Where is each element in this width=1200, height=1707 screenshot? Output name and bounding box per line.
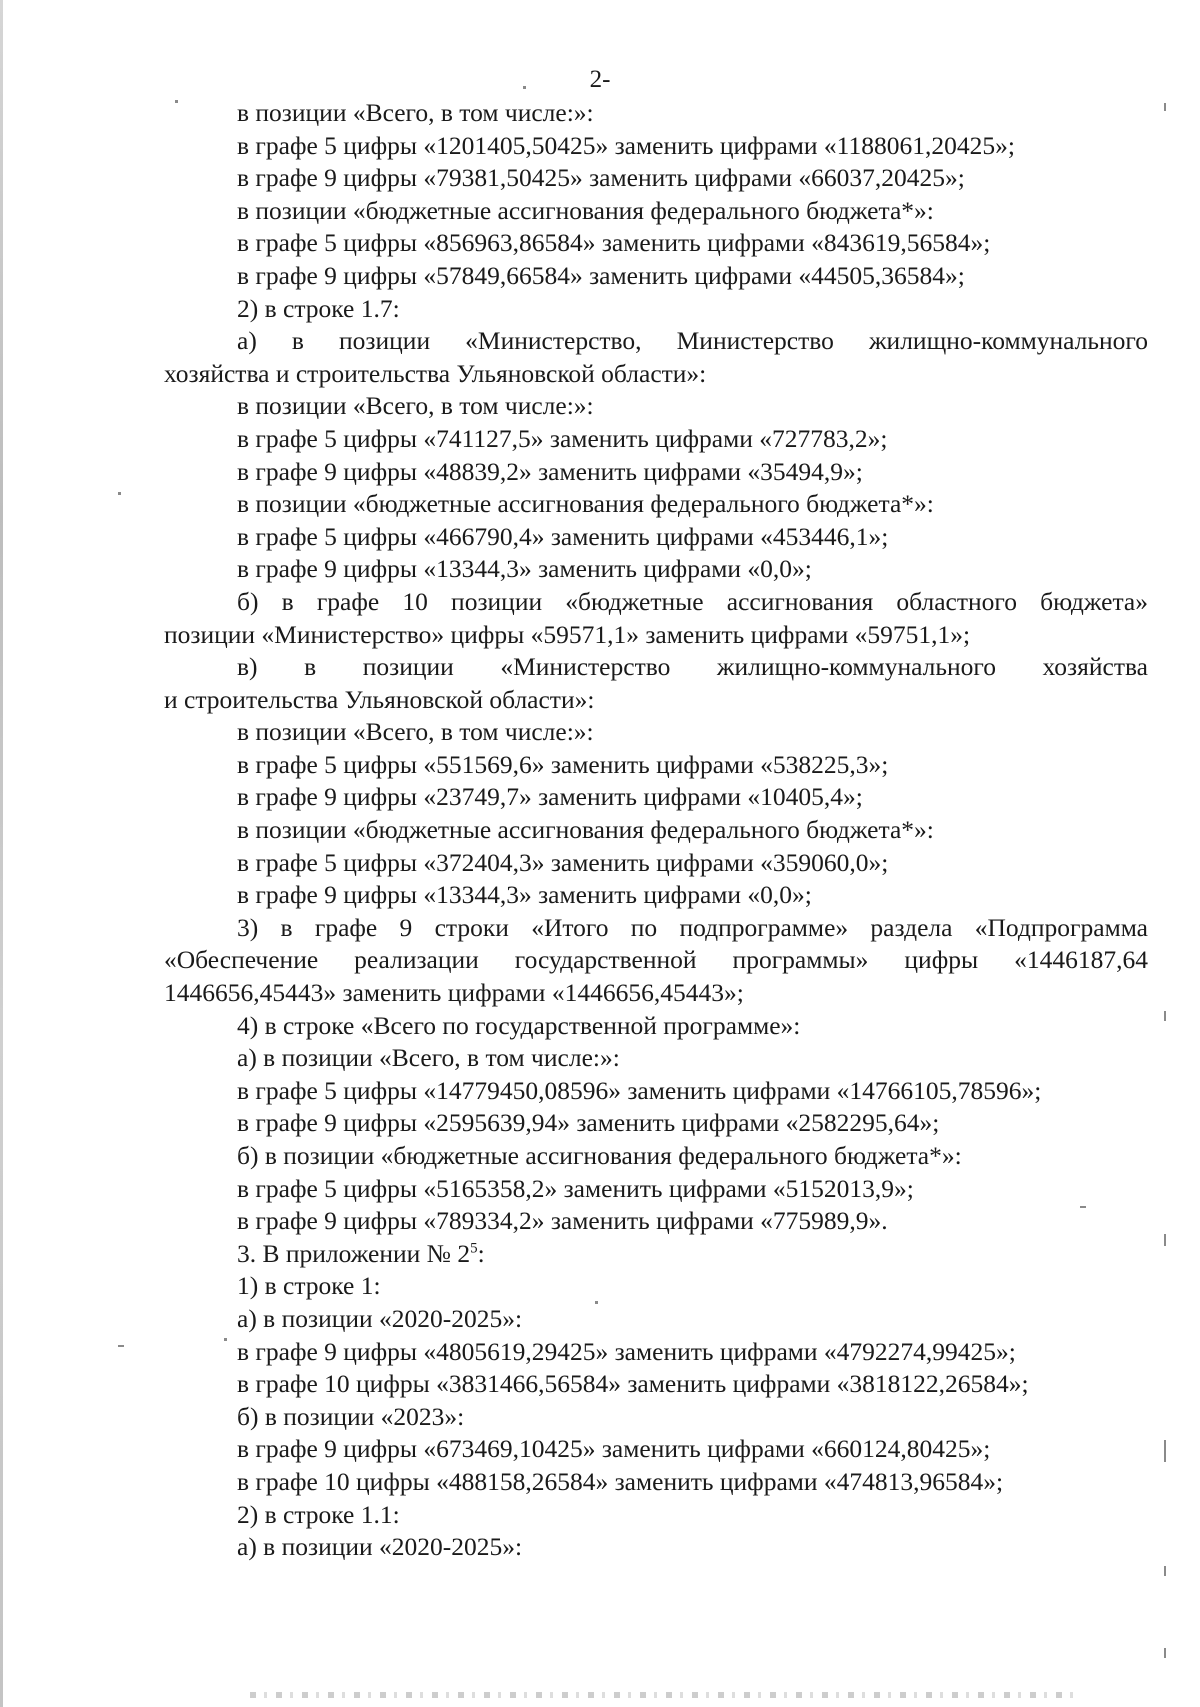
- page-number: 2-: [589, 66, 611, 93]
- text-line: в графе 5 цифры «551569,6» заменить цифрами «538225,3»;: [237, 749, 889, 779]
- text-line: позиции «Министерство» цифры «59571,1» заменить цифрами «59751,1»;: [164, 619, 971, 649]
- text-line: 2) в строке 1.1:: [237, 1499, 400, 1529]
- text-line: в позиции «бюджетные ассигнования федерального бюджета*»:: [237, 815, 934, 845]
- scan-speck: [118, 492, 121, 495]
- scan-speck: [1164, 1011, 1166, 1021]
- text-line: а) в позиции «Министерство, Министерство жилищно-коммунального: [237, 326, 1148, 356]
- text-line: а) в позиции «2020-2025»:: [237, 1303, 523, 1333]
- text-line: а) в позиции «Всего, в том числе:»:: [237, 1043, 620, 1073]
- scan-noise: [250, 1692, 1080, 1698]
- appendix-colon: :: [477, 1238, 485, 1268]
- text-line: в позиции «бюджетные ассигнования федерального бюджета*»:: [237, 195, 934, 225]
- text-line: в) в позиции «Министерство жилищно-коммунального хозяйства: [237, 652, 1148, 682]
- text-line: в графе 9 цифры «79381,50425» заменить цифрами «66037,20425»;: [237, 163, 965, 193]
- text-line: в позиции «Всего, в том числе:»:: [237, 98, 594, 127]
- scan-speck: [1164, 1234, 1166, 1246]
- text-line: в графе 9 цифры «13344,3» заменить цифрами «0,0»;: [237, 554, 812, 584]
- text-line: в позиции «Всего, в том числе:»:: [237, 717, 594, 747]
- document-body: [164, 97, 1148, 1564]
- text-line: в графе 9 цифры «57849,66584» заменить цифрами «44505,36584»;: [237, 260, 965, 290]
- appendix-text: 3. В приложении № 2: [237, 1238, 471, 1268]
- scan-speck: [1164, 1566, 1166, 1576]
- text-line: в графе 5 цифры «466790,4» заменить цифрами «453446,1»;: [237, 521, 889, 551]
- scan-speck: [118, 1345, 124, 1347]
- text-line: в графе 9 цифры «4805619,29425» заменить цифрами «4792274,99425»;: [237, 1336, 1016, 1366]
- text-line: 2) в строке 1.7:: [237, 293, 400, 323]
- text-line: «Обеспечение реализации государственной программы» цифры «1446187,64: [164, 945, 1148, 975]
- text-line: хозяйства и строительства Ульяновской области»:: [164, 358, 707, 388]
- text-line: в графе 9 цифры «23749,7» заменить цифрами «10405,4»;: [237, 782, 863, 812]
- text-line: в графе 9 цифры «2595639,94» заменить цифрами «2582295,64»;: [237, 1108, 940, 1138]
- text-line: б) в графе 10 позиции «бюджетные ассигнования областного бюджета»: [237, 586, 1148, 616]
- text-line: в графе 9 цифры «48839,2» заменить цифрами «35494,9»;: [237, 456, 863, 486]
- text-line: б) в позиции «бюджетные ассигнования федерального бюджета*»:: [237, 1141, 962, 1170]
- text-line: в графе 5 цифры «1201405,50425» заменить цифрами «1188061,20425»;: [237, 130, 1015, 160]
- text-line: 1) в строке 1:: [237, 1271, 381, 1301]
- text-line: в графе 5 цифры «372404,3» заменить цифрами «359060,0»;: [237, 847, 889, 877]
- text-line: и строительства Ульяновской области»:: [164, 684, 595, 714]
- text-line-appendix: [164, 1238, 1148, 1271]
- scan-speck: [595, 1301, 598, 1304]
- text-line: в графе 5 цифры «14779450,08596» заменить цифрами «14766105,78596»;: [237, 1075, 1042, 1105]
- scan-speck: [175, 100, 178, 103]
- text-line: в графе 5 цифры «5165358,2» заменить цифрами «5152013,9»;: [237, 1173, 914, 1203]
- text-line: в позиции «Всего, в том числе:»:: [237, 391, 594, 421]
- text-line: в графе 5 цифры «741127,5» заменить цифрами «727783,2»;: [237, 423, 888, 453]
- text-line: в графе 10 цифры «3831466,56584» заменить цифрами «3818122,26584»;: [237, 1369, 1029, 1399]
- scan-speck: [1164, 1648, 1166, 1658]
- text-line: в графе 5 цифры «856963,86584» заменить цифрами «843619,56584»;: [237, 228, 991, 258]
- scan-speck: [224, 1338, 227, 1341]
- scan-edge: [0, 0, 3, 1707]
- text-line: в графе 10 цифры «488158,26584» заменить цифрами «474813,96584»;: [237, 1466, 1004, 1496]
- text-line: в графе 9 цифры «789334,2» заменить цифрами «775989,9».: [237, 1206, 888, 1236]
- text-line: а) в позиции «2020-2025»:: [237, 1532, 523, 1562]
- scan-speck: [1080, 1206, 1086, 1208]
- text-line: в графе 9 цифры «13344,3» заменить цифрами «0,0»;: [237, 880, 812, 910]
- scan-speck: [523, 86, 526, 89]
- text-line: в графе 9 цифры «673469,10425» заменить цифрами «660124,80425»;: [237, 1434, 991, 1464]
- text-line: 4) в строке «Всего по государственной программе»:: [237, 1010, 801, 1040]
- text-line: б) в позиции «2023»:: [237, 1401, 465, 1431]
- scan-speck: [1164, 1440, 1166, 1462]
- text-line: в позиции «бюджетные ассигнования федерального бюджета*»:: [237, 489, 934, 519]
- appendix-superscript: 5: [470, 1240, 478, 1257]
- text-line: 1446656,45443» заменить цифрами «1446656,45443»;: [164, 978, 744, 1008]
- scan-speck: [1164, 103, 1166, 111]
- text-line: 3) в графе 9 строки «Итого по подпрограмме» раздела «Подпрограмма: [237, 912, 1148, 942]
